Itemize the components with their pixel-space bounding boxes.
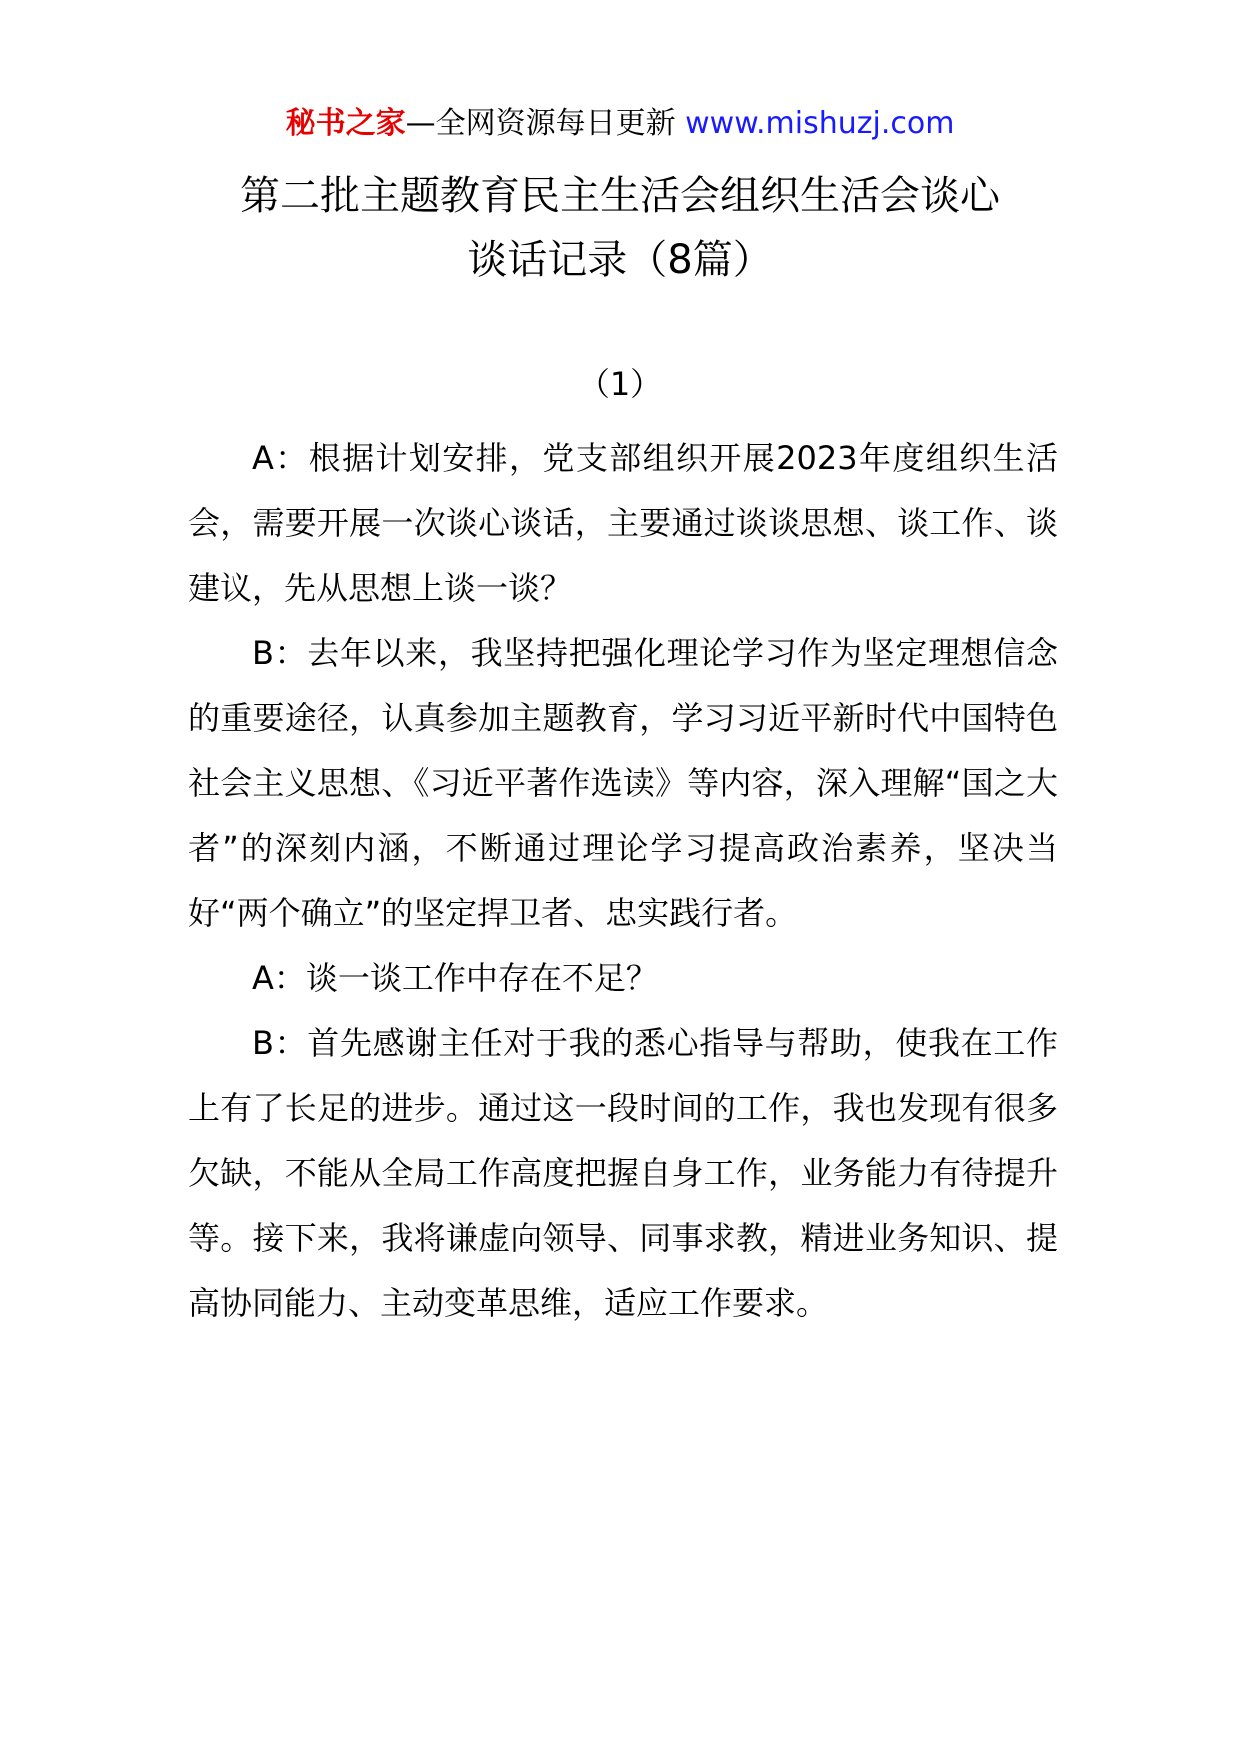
section-number: （1） (577, 365, 663, 403)
brand-name: 秘书之家 (285, 106, 406, 141)
paragraph: B：去年以来，我坚持把强化理论学习作为坚定理想信念的重要途径，认真参加主题教育，学习习近平新时代中国特色社会主义思想、《习近平著作选读》等内容，深入理解“国之大者”的深刻内涵，不断通过理论学习提高政治素养，坚决当好“两个确立”的坚定捍卫者、忠实践行者。 (188, 634, 1058, 932)
site-url-link[interactable]: www.mishuzj.com (685, 106, 955, 141)
paragraph: A：根据计划安排，党支部组织开展2023年度组织生活会，需要开展一次谈心谈话，主要通过谈谈思想、谈工作、谈建议，先从思想上谈一谈？ (188, 439, 1058, 607)
paragraph: A：谈一谈工作中存在不足？ (252, 959, 658, 997)
header-tagline: —全网资源每日更新 (405, 106, 686, 141)
paragraph: B：首先感谢主任对于我的悉心指导与帮助，使我在工作上有了长足的进步。通过这一段时间的工作，我也发现有很多欠缺，不能从全局工作高度把握自身工作，业务能力有待提升等。接下来，我将谦虚向领导、同事求教，精进业务知识、提高协同能力、主动变革思维，适应工作要求。 (188, 1024, 1058, 1322)
document-title (0, 164, 1240, 292)
site-header (0, 102, 1240, 146)
document-title-line-2: 谈话记录（8篇） (467, 237, 773, 283)
document-title-line-1: 第二批主题教育民主生活会组织生活会谈心 (240, 173, 1000, 219)
document-body (188, 426, 1058, 1336)
